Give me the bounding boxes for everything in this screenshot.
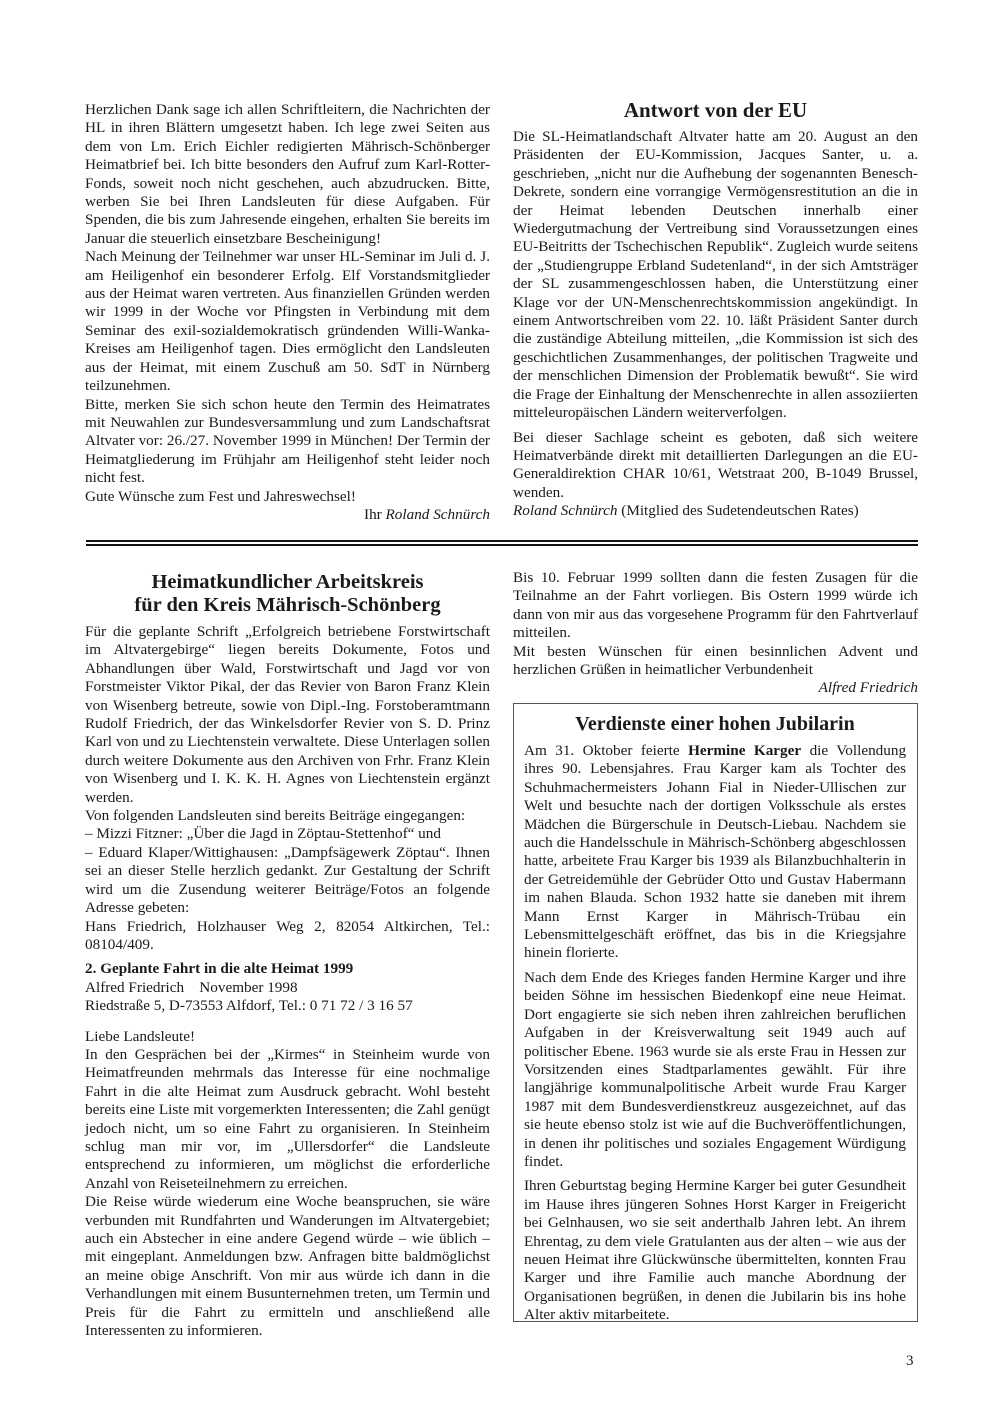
- paragraph: Gute Wünsche zum Fest und Jahreswechsel!: [85, 487, 356, 505]
- article-title-line1: Heimatkundlicher Arbeitskreis: [151, 571, 424, 593]
- article-title: Antwort von der EU: [623, 98, 808, 122]
- paragraph: Ihren Geburtstag beging Hermine Karger bei guter Gesundheit im Hause ihres jüngeren Sohnes Horst Karger in Freigericht bei Gelnhausen, wo sie seit anderthalb Jahren lebt. An ihrem Ehrentag, zu dem viele Gratulanten aus der alten – wie aus der neuen Heimat ihre Glückwünsche übermittelten, konnten Frau Karger und ihre Familie auch manche Abordnung der Organisationen begrüßen, in denen die Jubilarin bis ins hohe Alter aktiv mitarbeitete.: [524, 1177, 906, 1324]
- closing-text: Mit besten Wünschen für einen besinnlichen Advent und herzlichen Grüßen in heimatlicher Verbundenheit: [513, 642, 918, 679]
- paragraph: Von folgenden Landsleuten sind bereits Beiträge eingegangen:: [85, 807, 466, 825]
- section-heading: 2. Geplante Fahrt in die alte Heimat 1999: [85, 960, 354, 978]
- text: Am 31. Oktober feierte: [524, 742, 680, 759]
- signature-name: Alfred Friedrich: [818, 679, 918, 697]
- signature-name: Roland Schnürch: [385, 505, 490, 523]
- paragraph: [524, 742, 906, 963]
- closing: [513, 642, 918, 697]
- list-item: – Eduard Klaper/Wittighausen: „Dampfsägewerk Zöptau“. Ihnen sei an dieser Stelle herzlich gedankt. Zur Gestaltung der Schrift wird um die Zusendung weiterer Beiträge/Fotos an folgende Adresse gebeten:: [85, 843, 490, 917]
- letter-column: [85, 101, 490, 524]
- paragraph: Für die geplante Schrift „Erfolgreich betriebene Forstwirtschaft im Altvatergebirge“ liegen bereits Dokumente, Fotos und Abhandlungen über Wald, Forstwirtschaft und Jagd vor von Forstmeister Viktor Pikal, der das Revier von Baron Franz Klein von Wisenberg betreute, sowie von Dipl.-Ing. Forstoberamtmann Rudolf Friedrich, der das Winkelsdorfer Revier von S. D. Prinz Karl von und zu Liechtenstein verwaltete. Diese Unterlagen sollen durch weitere Dokumente aus den Archiven von Frhr. Franz Klein von Wisenberg und I. K. K. H. Agnes von Liechtenstein ergänzt werden.: [85, 623, 490, 806]
- arbeitskreis-article: [85, 571, 490, 1340]
- paragraph: In den Gesprächen bei der „Kirmes“ in Steinheim wurde von Heimatfreunden mehrmals das Interesse für eine nochmalige Fahrt in die alte Heimat zum Ausdruck gebracht. Wohl besteht bereits eine Liste mit vorgemerkten Interessenten; die Zahl genügt jedoch nicht, um so eine Fahrt zu organisieren. In Steinheim schlug man mir vor, im „Ullersdorfer“ die Landsleute entsprechend zu informieren, um möglichst die erforderliche Anzahl von Reiseteilnehmern zu erreichen.: [85, 1045, 490, 1192]
- paragraph: Bitte, merken Sie sich schon heute den Termin des Heimatrates mit Neuwahlen zur Bundesversammlung und zum Landschaftsrat Altvater vor: 26./27. November 1999 in München! Der Termin der Heimatgliederung im Frühjahr am Heiligenhof steht leider noch nicht fest.: [85, 395, 490, 487]
- paragraph: Bis 10. Februar 1999 sollten dann die festen Zusagen für die Teilnahme an der Fahrt vorliegen. Bis Ostern 1999 würde ich dann von mir aus das vorgesehene Programm für den Fahrtverlauf mitteilen.: [513, 569, 918, 642]
- author-line: [85, 979, 490, 997]
- paragraph: Nach dem Ende des Krieges fanden Hermine Karger und ihre beiden Söhne im hessischen Biedenkopf eine neue Heimat. Dort engagierte sie sich neben ihren zahlreichen beruflichen Aufgaben in der Kreisverwaltung seit 1949 auch auf politischer Ebene. 1963 wurde sie als erste Frau in Hessen zur Vorsitzenden eines Stadtparlamentes gewählt. Für ihre langjährige kommunalpolitische Arbeit wurde Frau Karger 1987 mit dem Bundesverdienstkreuz ausgezeichnet, auf das sie heute ebenso stolz ist wie auf die Buchveröffentlichungen, in denen ihr politisches und soziales Engagement Würdigung findet.: [524, 968, 906, 1170]
- paragraph: Herzlichen Dank sage ich allen Schriftleitern, die Nachrichten der HL in ihren Blättern umgesetzt haben. Ich lege zwei Seiten aus dem von Lm. Erich Eichler redigierten Mährisch-Schönberger Heimatbrief bei. Ich bitte besonders den Aufruf zum Karl-Rotter-Fonds, soweit noch nicht geschehen, auch abzudrucken. Bitte, werben Sie bei Ihren Landsleuten für diese Aufgaben. Für Spenden, die bis zum Jahresende eingehen, erhalten Sie bereits im Januar die steuerlich einsetzbare Bescheinigung!: [85, 101, 490, 247]
- article-title-line2: für den Kreis Mährisch-Schönberg: [134, 594, 441, 616]
- date: November 1998: [199, 978, 298, 996]
- text: die Vollendung ihres 90. Lebensjahres. Frau Karger kam als Tochter des Schuhmachermeisters Johann Fial in Nieder-Ullischen zur Welt und besuchte nach der dortigen Volksschule als erstes Mädchen die Bürgerschule in Deutsch-Liebau. Nachdem sie auch die Handelsschule in Mährisch-Schönberg abgeschlossen hatte, arbeitete Frau Karger bis 1939 als Bilanzbuchhalterin in der Getreidemühle der Gebrüder Otto und Gustav Habermann im nahen Blauda. Schon 1932 hatte sie daneben mit ihrem Mann Ernst Karger in Mährisch-Trübau ein Lebensmittelgeschäft eröffnet, das bis in die Kriegsjahre hinein florierte.: [524, 742, 907, 962]
- list-item: – Mizzi Fitzner: „Über die Jagd in Zöptau-Stettenhof“ und: [85, 825, 441, 843]
- address: Hans Friedrich, Holzhauser Weg 2, 82054 Altkirchen, Tel.: 08104/409.: [85, 917, 490, 953]
- signature-prefix: Ihr: [364, 505, 382, 523]
- paragraph: Nach Meinung der Teilnehmer war unser HL-Seminar im Juli d. J. am Heiligenhof ein besonderer Erfolg. Elf Vorstandsmitglieder aus der Heimat waren vertreten. Aus finanziellen Gründen werden wir 1999 in der Woche vor Pfingsten in Verbindung mit dem Seminar des exil-sozialdemokratisch gründenden Willi-Wanka-Kreises am Heiligenhof tagen. Dies ermöglicht den Landsleuten aus der Heimat, mit einem Zuschuß am 50. SdT in Nürnberg teilzunehmen.: [85, 248, 490, 395]
- paragraph: Bei dieser Sachlage scheint es geboten, daß sich weitere Heimatverbände direkt mit detaillierten Darlegungen an die EU-Generaldirektion CHAR 10/61, Wetstraat 200, B-1049 Brussel, wenden.: [513, 428, 918, 501]
- author-address: Riedstraße 5, D-73553 Alfdorf, Tel.: 0 71 72 / 3 16 57: [85, 997, 413, 1015]
- salutation: Liebe Landsleute!: [85, 1027, 196, 1045]
- name-bold: Hermine Karger: [688, 742, 802, 759]
- jubilarin-box: [513, 703, 918, 1322]
- paragraph: Die SL-Heimatlandschaft Altvater hatte am 20. August an den Präsidenten der EU-Kommission, Jacques Santer, u. a. geschrieben, „nicht nur die Aufhebung der sogenannten Benesch-Dekrete, sondern eine vorrangige Vermögensrestitution an die in der Heimat lebenden Deutschen innerhalb einer Wiedergutmachung der Vertreibung sind Voraussetzungen eines EU-Beitritts der Tschechischen Republik“. Zugleich wurde seitens der „Studiengruppe Erbland Sudetenland“, in der sich Amtsträger der SL zusammengeschlossen haben, die Unterstützung einer Klage vor der UN-Menschenrechtskommission angekündigt. In einem Antwortschreiben vom 22. 10. läßt Präsident Santer durch die zuständige Abteilung mitteilen, „die Kommission ist sich des geschichtlichen Zusammenhanges, der politischen Tragweite und der menschlichen Dimension der Problematik bewußt“. Sie wird die Frage der Einhaltung der Menschenrechte in allen assoziierten mitteleuropäischen Ländern weiterverfolgen.: [513, 128, 918, 422]
- signature: [513, 502, 918, 520]
- signature-name: Roland Schnürch: [513, 502, 618, 520]
- signature: [85, 506, 490, 524]
- fahrt-continued: [513, 569, 918, 698]
- double-rule-divider: [86, 540, 918, 546]
- article-title: Verdienste einer hohen Jubilarin: [575, 713, 855, 735]
- author: Alfred Friedrich: [85, 978, 185, 996]
- page-number: 3: [906, 1353, 914, 1369]
- eu-article: [513, 98, 918, 521]
- jubilarin-article: [524, 712, 906, 1325]
- signature-suffix: (Mitglied des Sudetendeutschen Rates): [621, 502, 859, 520]
- paragraph: Die Reise würde wiederum eine Woche beanspruchen, sie wäre verbunden mit Rundfahrten und Wanderungen im Altvatergebiet; auch ein Abstecher in eine andere Gegend würde – wie üblich – mit eingeplant. Anmeldungen bzw. Anfragen bitte baldmöglichst an meine obige Anschrift. Von mir aus würde ich dann in die Verhandlungen mit einem Busunternehmen treten, um Termin und Preis für die Fahrt zu ermitteln und anschließend alle Interessenten zu informieren.: [85, 1193, 490, 1340]
